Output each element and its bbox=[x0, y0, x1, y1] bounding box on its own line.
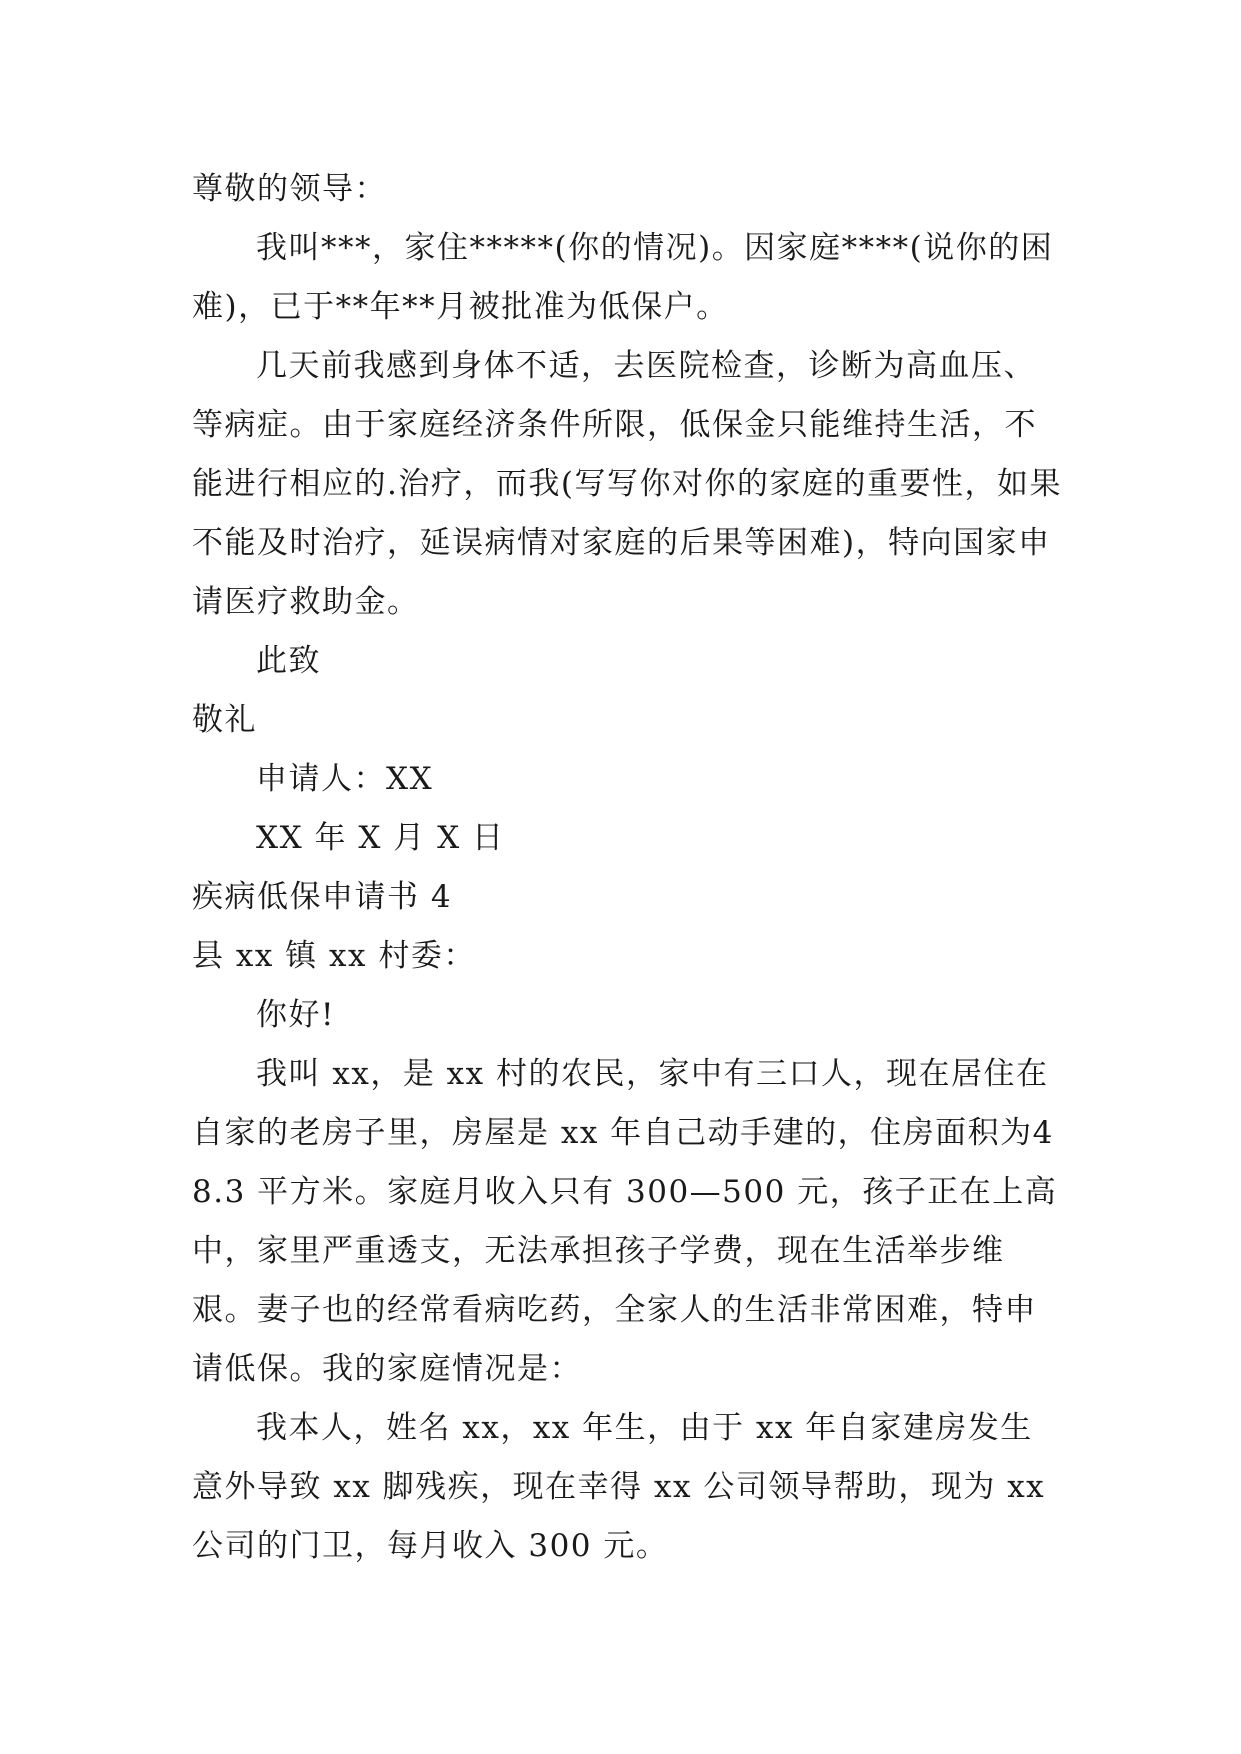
salutation: 尊敬的领导： bbox=[192, 171, 387, 207]
applicant-signature: 申请人：XX bbox=[256, 761, 434, 797]
document-body bbox=[192, 160, 1062, 1576]
paragraph-illness: 几天前我感到身体不适，去医院检查，诊断为高血压、等病症。由于家庭经济条件所限，低保金只能维持生活，不能进行相应的.治疗，而我(写写你对你的家庭的重要性，如果不能及时治疗，延误病情对家庭的后果等困难)，特向国家申请医疗救助金。 bbox=[192, 348, 1062, 620]
closing-cizhi: 此致 bbox=[256, 643, 321, 679]
paragraph-family: 我叫 xx，是 xx 村的农民，家中有三口人，现在居住在自家的老房子里，房屋是 xx 年自己动手建的，住房面积为48.3 平方米。家庭月收入只有 300—500 元，孩子正在上高中，家里严重透支，无法承担孩子学费，现在生活举步维艰。妻子也的经常看病吃药，全家人的生活非常困难，特申请低保。我的家庭情况是： bbox=[192, 1056, 1058, 1387]
closing-jingli: 敬礼 bbox=[192, 702, 257, 738]
paragraph-self: 我本人，姓名 xx，xx 年生，由于 xx 年自家建房发生意外导致 xx 脚残疾，现在幸得 xx 公司领导帮助，现为 xx 公司的门卫，每月收入 300 元。 bbox=[192, 1410, 1046, 1564]
letter-date: XX 年 X 月 X 日 bbox=[256, 820, 505, 856]
greeting: 你好! bbox=[256, 997, 335, 1033]
paragraph-intro: 我叫***，家住*****(你的情况)。因家庭****(说你的困难)，已于**年**月被批准为低保户。 bbox=[192, 230, 1054, 325]
section-heading: 疾病低保申请书 4 bbox=[192, 879, 453, 915]
addressee: 县 xx 镇 xx 村委： bbox=[192, 938, 476, 974]
